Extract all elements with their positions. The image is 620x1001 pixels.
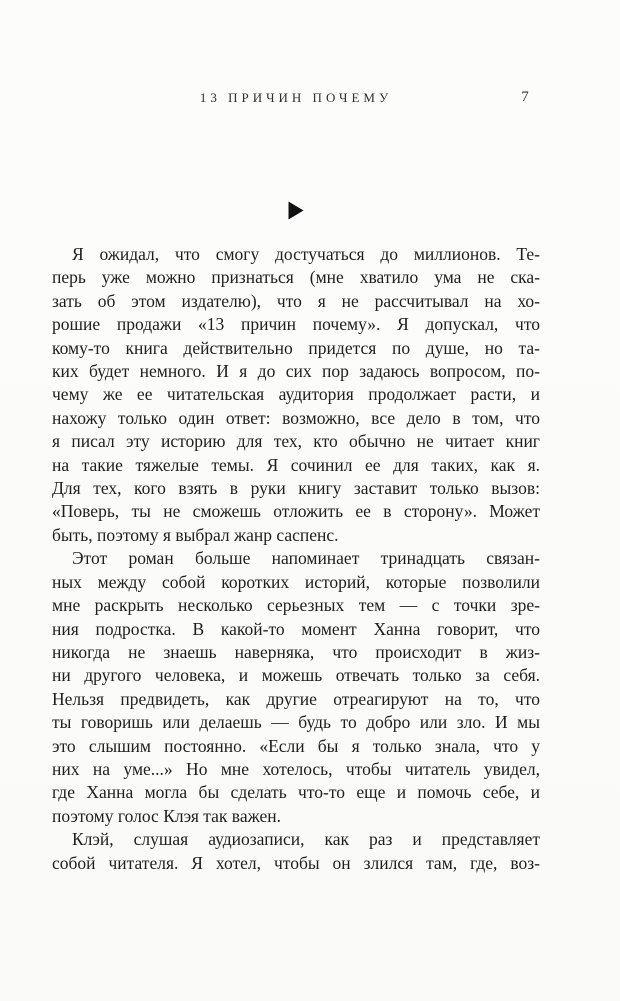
text-line: быть, поэтому я выбрал жанр саспенс. (52, 524, 339, 545)
page-body-text (52, 243, 540, 875)
text-line: них на уме...» Но мне хотелось, чтобы читатель увидел, (52, 758, 540, 779)
running-head-title: 13 ПРИЧИН ПОЧЕМУ (199, 90, 393, 105)
text-line: ния подростка. В какой-то момент Ханна говорит, что (52, 618, 540, 639)
text-line: чему же ее читательская аудитория продолжает расти, и (52, 384, 540, 405)
text-line: ных между собой коротких историй, которые позволили (52, 571, 540, 592)
text-line: Нельзя предвидеть, как другие отреагируют на то, что (52, 688, 540, 709)
text-line: Для тех, кого взять в руки книгу заставит только вызов: (52, 478, 540, 499)
text-line: где Ханна могла бы сделать что-то еще и помочь себе, и (52, 782, 540, 803)
paragraph (52, 547, 540, 828)
text-line: на такие тяжелые темы. Я сочинил ее для таких, как я. (52, 454, 540, 475)
text-line: нахожу только один ответ: возможно, все дело в том, что (52, 407, 540, 428)
text-line: ких будет немного. И я до сих пор задаюсь вопросом, по- (52, 361, 540, 382)
text-line: Клэй, слушая аудиозаписи, как раз и представляет (72, 829, 540, 850)
text-line: ни другого человека, и можешь отвечать только за себя. (52, 665, 540, 686)
paragraph (52, 828, 540, 875)
text-line: ты говоришь или делаешь — будь то добро или зло. И мы (52, 712, 540, 733)
text-line: «Поверь, ты не сможешь отложить ее в сторону». Может (52, 501, 540, 522)
text-line: поэтому голос Клэя так важен. (52, 805, 281, 826)
text-line: я писал эту историю для тех, кто обычно не читает книг (52, 431, 540, 452)
text-line: Этот роман больше напоминает тринадцать связан- (72, 548, 540, 569)
text-line: перь уже можно признаться (мне хватило ума не ска- (52, 267, 540, 288)
paragraph (52, 243, 540, 547)
text-line: это слышим постоянно. «Если бы я только знала, что у (52, 735, 540, 756)
text-line: никогда не знаешь наверняка, что происходит в жиз- (52, 641, 540, 662)
text-line: Я ожидал, что смогу достучаться до миллионов. Те- (72, 244, 540, 264)
page-number: 7 (521, 89, 529, 105)
play-triangle-icon (288, 207, 304, 224)
text-line: рошие продажи «13 причин почему». Я допускал, что (52, 314, 540, 335)
text-line: мне раскрыть несколько серьезных тем — с точки зре- (52, 595, 540, 616)
text-line: собой читателя. Я хотел, чтобы он злился там, где, воз- (52, 852, 540, 873)
section-marker (52, 201, 540, 220)
text-line: кому-то книга действительно придется по душе, но та- (52, 337, 540, 358)
text-line: зать об этом издателю), что я не рассчитывал на хо- (52, 290, 540, 311)
